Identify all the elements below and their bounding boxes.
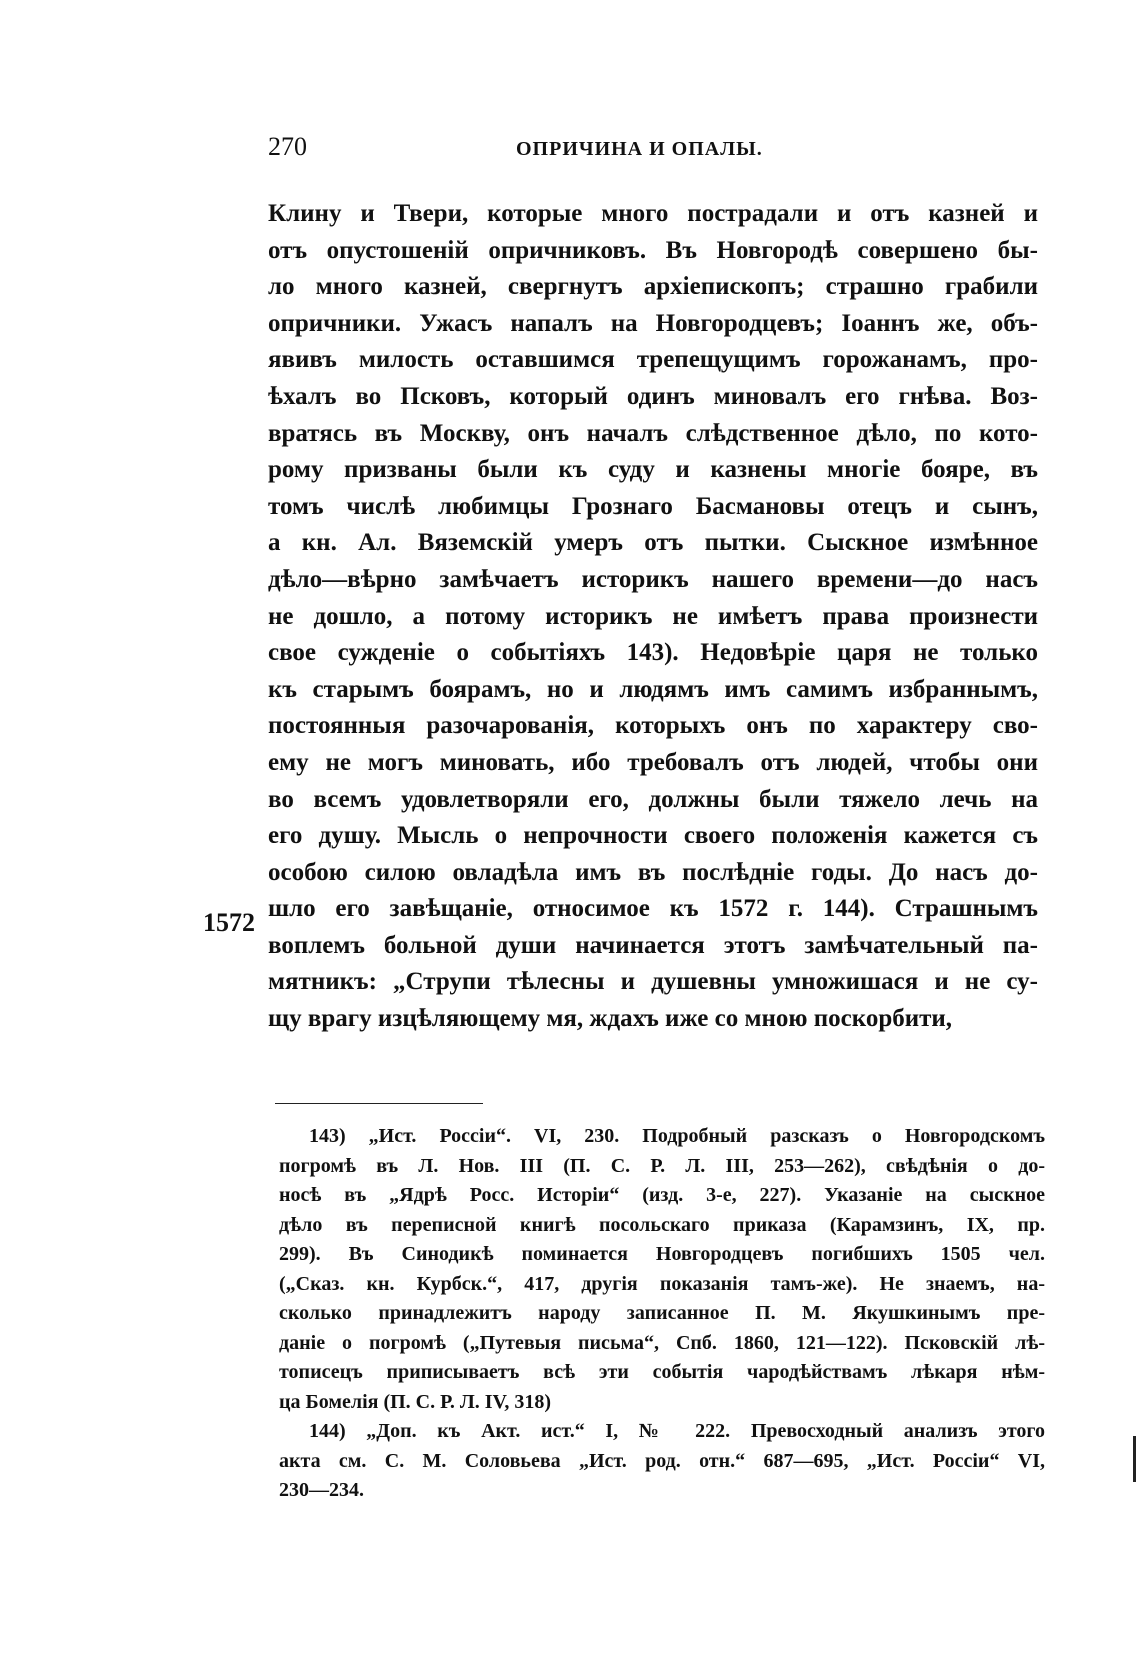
body-line: не дошло, а потому историкъ не имѣетъ права произнести [268,602,1038,630]
body-line: ѣхалъ во Псковъ, который одинъ миновалъ его гнѣва. Воз- [268,382,1038,410]
footnote-line: 143) „Ист. Россіи“. VI, 230. Подробный разсказъ о Новгородскомъ [309,1125,1045,1147]
body-line: во всемъ удовлетворяли его, должны были тяжело лечь на [268,785,1038,813]
main-text [268,196,1038,1038]
body-line: дѣло—вѣрно замѣчаетъ историкъ нашего времени—до насъ [268,565,1038,593]
footnotes [279,1122,1045,1506]
body-line: вратясь въ Москву, онъ началъ слѣдственное дѣло, по кото- [268,419,1038,447]
running-title: ОПРИЧИНА И ОПАЛЫ. [516,138,763,160]
body-line: явивъ милость оставшимся трепещущимъ горожанамъ, про- [268,346,1038,374]
footnote-line: носѣ въ „Ядрѣ Росс. Исторіи“ (изд. 3-е, 227). Указаніе на сыскное [279,1184,1045,1206]
body-line: Клину и Твери, которые много пострадали и отъ казней и [268,200,1038,227]
body-line: ему не могъ миновать, ибо требовалъ отъ людей, чтобы они [268,748,1038,776]
body-line: отъ опустошеній опричниковъ. Въ Новгородѣ совершено бы- [268,236,1038,264]
page-header [268,132,1046,168]
footnote-line: 299). Въ Синодикѣ поминается Новгородцевъ погибшихъ 1505 чел. [279,1243,1045,1265]
footnote-line: („Сказ. кн. Курбск.“, 417, другія показанія тамъ-же). Не знаемъ, на- [279,1272,1045,1295]
footnote-line: даніе о погромѣ („Путевыя письма“, Спб. 1860, 121—122). Псковскій лѣ- [279,1331,1045,1354]
body-line: мятникъ: „Струпи тѣлесны и душевны умножишася и не су- [268,968,1038,996]
body-line: свое сужденіе о событіяхъ 143). Недовѣріе царя не только [268,639,1038,667]
footnote-line: погромѣ въ Л. Нов. III (П. С. Р. Л. III, 253—262), свѣдѣнія о до- [279,1154,1045,1177]
footnote-line: дѣло въ переписной книгѣ посольскаго приказа (Карамзинъ, IX, пр. [279,1213,1045,1236]
footnote-line: ца Бомелія (П. С. Р. Л. IV, 318) [279,1390,552,1413]
footnote-line: акта см. С. М. Соловьева „Ист. род. отн.“ 687—695, „Ист. Россіи“ VI, [279,1449,1045,1472]
body-line: щу врагу изцѣляющему мя, ждахъ иже со мною поскорбити, [268,1005,953,1033]
body-line: шло его завѣщаніе, относимое къ 1572 г. 144). Страшнымъ [268,895,1038,923]
body-line: его душу. Мысль о непрочности своего положенія кажется съ [268,822,1038,850]
page-number: 270 [268,132,307,161]
body-line: къ старымъ боярамъ, но и людямъ имъ самимъ избраннымъ, [268,675,1038,703]
body-line: особою силою овладѣла имъ въ послѣдніе годы. До насъ до- [268,858,1038,886]
body-line: ло много казней, свергнутъ архіепископъ; страшно грабили [268,273,1038,301]
body-line: рому призваны были къ суду и казнены многіе бояре, въ [268,456,1038,484]
body-line: воплемъ больной души начинается этотъ замѣчательный па- [268,931,1038,959]
body-line: а кн. Ал. Вяземскій умеръ отъ пытки. Сыскное измѣнное [268,529,1038,557]
footnote-line: сколько принадлежитъ народу записанное П. М. Якушкинымъ пре- [279,1302,1045,1324]
body-line: постоянныя разочарованія, которыхъ онъ по характеру сво- [268,712,1038,740]
margin-year-note: 1572 [203,908,255,937]
footnote-line: 144) „Доп. къ Акт. ист.“ I, № 222. Превосходный анализъ этого [309,1420,1045,1442]
body-line: томъ числѣ любимцы Грознаго Басмановы отецъ и сынъ, [268,492,1038,520]
footnote-line: 230—234. [279,1479,364,1501]
scan-edge-mark [1133,1436,1136,1482]
footnote-divider [275,1103,483,1104]
footnote-line: тописецъ приписываетъ всѣ эти событія чародѣйствамъ лѣкаря нѣм- [279,1361,1045,1383]
body-line: опричники. Ужасъ напалъ на Новгородцевъ; Іоаннъ же, объ- [268,309,1038,337]
